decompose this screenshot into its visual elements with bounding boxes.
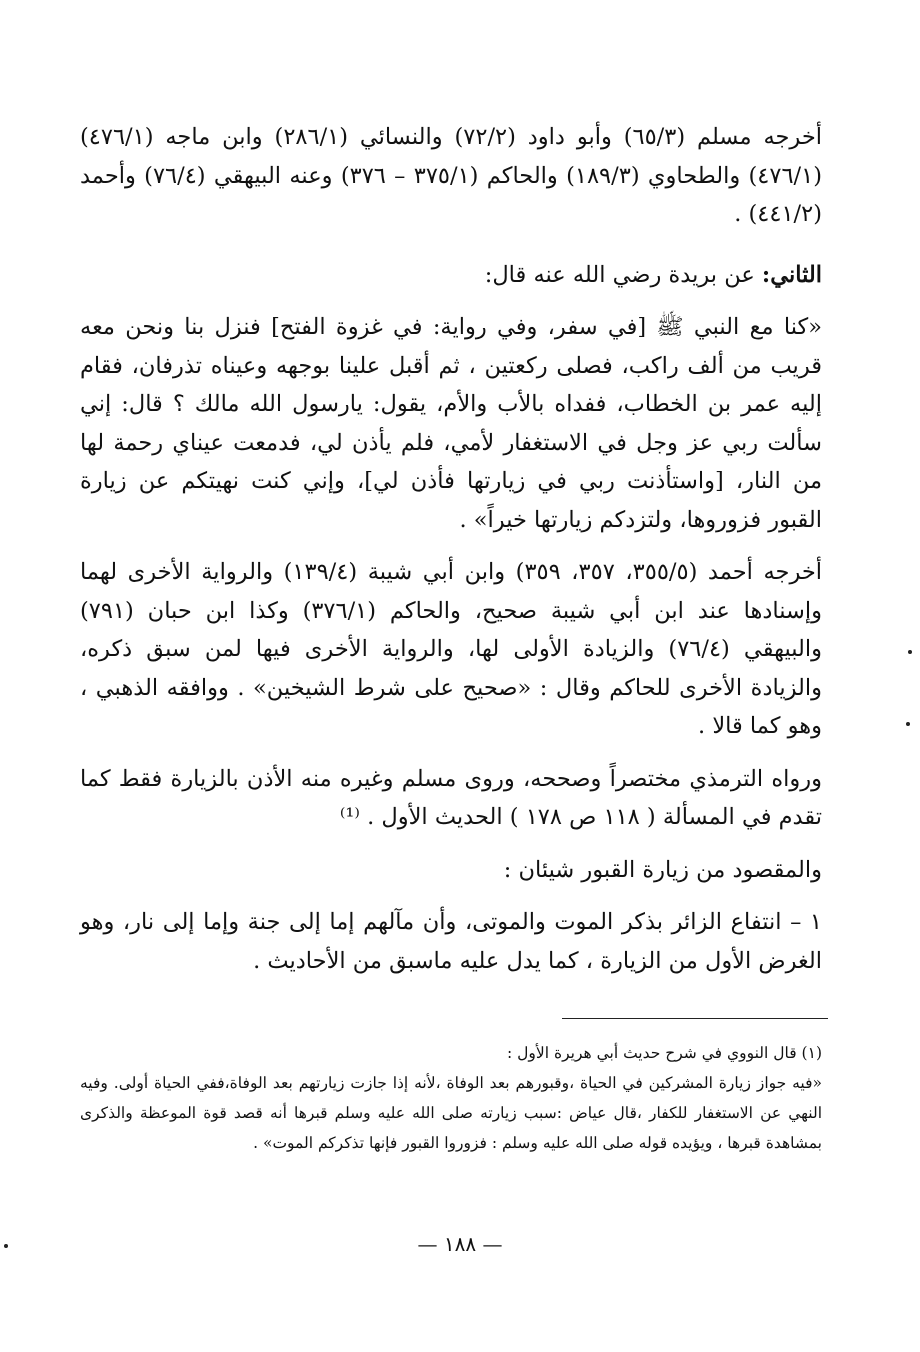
- section-heading: [80, 256, 822, 295]
- footnote-1-body: «فيه جواز زيارة المشركين في الحياة ،وقبورهم بعد الوفاة ،لأنه إذا جازت زيارتهم بعد الوفاة،ففي الحياة أولى. وفيه النهي عن الاستغفار للكفار ،قال عياض :سبب زيارته صلى الله عليه وسلم قبرها أنه قصد قوة الموعظة والذكرى بمشاهدة قبرها ، ويؤيده قوله صلى الله عليه وسلم : فزوروا القبور فإنها تذكركم الموت» .: [80, 1074, 822, 1152]
- scan-speck: [906, 722, 910, 726]
- page-body: [80, 118, 822, 980]
- citation-paragraph-2: أخرجه أحمد (٣٥٥/٥، ٣٥٧، ٣٥٩) وابن أبي شيبة (١٣٩/٤) والرواية الأخرى لهما وإسنادها عند ابن أبي شيبة صحيح، والحاكم (٣٧٦/١) وكذا ابن حبان (٧٩١) والبيهقي (٧٦/٤) والزيادة الأولى لها، والرواية الأخرى فيها لمن سبق ذكره، والزيادة الأخرى للحاكم وقال : «صحيح على شرط الشيخين» . ووافقه الذهبي ، وهو كما قالا .: [80, 559, 823, 739]
- citation-paragraph-1: أخرجه مسلم (٦٥/٣) وأبو داود (٧٢/٢) والنسائي (٢٨٦/١) وابن ماجه (٤٧٦/١) (٤٧٦/١) والطحاوي (١٨٩/٣) والحاكم (٣٧٥/١ – ٣٧٦) وعنه البيهقي (٧٦/٤) وأحمد (٤٤١/٢) .: [80, 124, 822, 227]
- footnote-divider: [562, 1018, 828, 1019]
- footnotes-block: [80, 1038, 822, 1158]
- section-heading-label: الثاني:: [761, 261, 822, 288]
- scan-speck: [908, 650, 912, 654]
- footnote-1-intro: (١) قال النووي في شرح حديث أبي هريرة الأول :: [507, 1044, 822, 1062]
- purpose-point-1-paragraph: ١ – انتفاع الزائر بذكر الموت والموتى، وأن مآلهم إما إلى جنة وإما إلى نار، وهو الغرض الأول من الزيارة ، كما يدل عليه ماسبق من الأحاديث .: [80, 909, 822, 974]
- page-number: — ١٨٨ —: [417, 1232, 503, 1256]
- tirmidhi-paragraph: ورواه الترمذي مختصراً وصححه، وروى مسلم وغيره منه الأذن بالزيارة فقط كما تقدم في المسألة ( ١١٨ ص ١٧٨ ) الحديث الأول . ⁽¹⁾: [80, 765, 822, 830]
- section-heading-text: عن بريدة رضي الله عنه قال:: [484, 261, 755, 288]
- scan-speck: [4, 1244, 8, 1248]
- purpose-intro-paragraph: والمقصود من زيارة القبور شيئان :: [503, 856, 822, 883]
- hadith-text-paragraph: «كنا مع النبي ﷺ [في سفر، وفي رواية: في غزوة الفتح] فنزل بنا ونحن معه قريب من ألف راكب، فصلى ركعتين ، ثم أقبل علينا بوجهه وعيناه تذرفان، فقام إليه عمر بن الخطاب، ففداه بالأب والأم، يقول: يارسول الله مالك ؟ قال: إني سألت ربي عز وجل في الاستغفار لأمي، فلم يأذن لي، فدمعت عيناي رحمة لها من النار، [واستأذنت ربي في زيارتها فأذن لي]، وإني كنت نهيتكم عن زيارة القبور فزوروها، ولتزدكم زيارتها خيراً» .: [80, 314, 822, 533]
